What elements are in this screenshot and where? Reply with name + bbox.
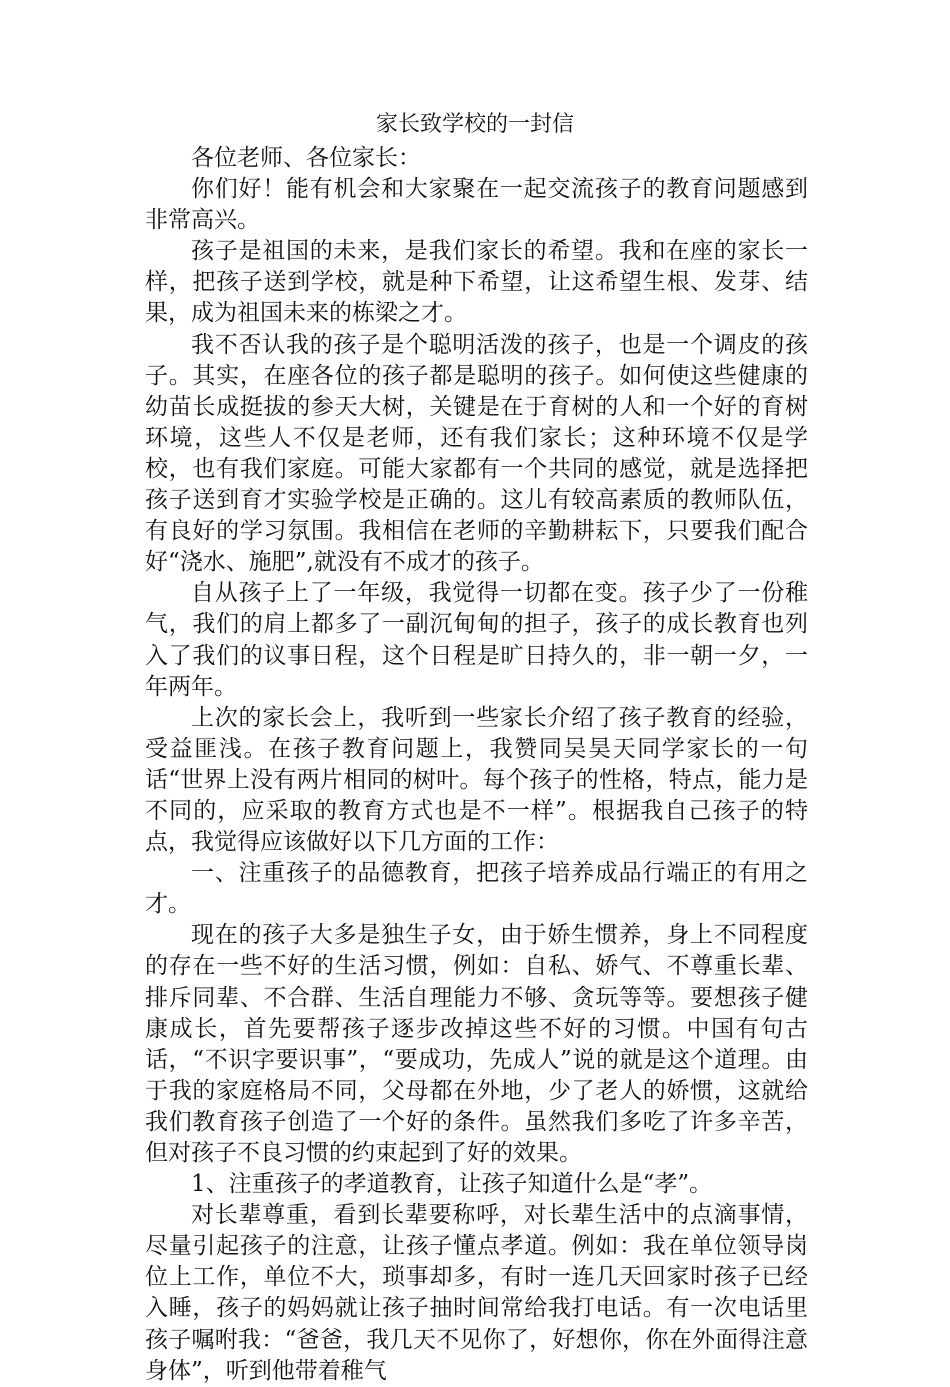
- document-body: [145, 143, 808, 1387]
- paragraph-parent-meeting: 上次的家长会上，我听到一些家长介绍了孩子教育的经验，受益匪浅。在孩子教育问题上，我赞同吴昊天同学家长的一句话“世界上没有两片相同的树叶。每个孩子的性格，特点，能力是不同的，应采取的教育方式也是不一样”。根据我自己孩子的特点，我觉得应该做好以下几方面的工作：: [145, 704, 808, 856]
- paragraph-smart-child: 我不否认我的孩子是个聪明活泼的孩子，也是一个调皮的孩子。其实，在座各位的孩子都是聪明的孩子。如何使这些健康的幼苗长成挺拔的参天大树，关键是在于育树的人和一个好的育树环境，这些人不仅是老师，还有我们家长；这种环境不仅是学校，也有我们家庭。可能大家都有一个共同的感觉，就是选择把孩子送到育才实验学校是正确的。这儿有较高素质的教师队伍，有良好的学习氛围。我相信在老师的辛勤耕耘下，只要我们配合好“浇水、施肥”,就没有不成才的孩子。: [145, 331, 808, 576]
- document-title: 家长致学校的一封信: [375, 112, 574, 137]
- paragraph-first-grade: 自从孩子上了一年级，我觉得一切都在变。孩子少了一份稚气，我们的肩上都多了一副沉甸甸的担子，孩子的成长教育也列入了我们的议事日程，这个日程是旷日持久的，非一朝一夕，一年两年。: [145, 580, 808, 700]
- paragraph-filial-heading: 1、注重孩子的孝道教育，让孩子知道什么是“孝”。: [191, 1171, 713, 1198]
- paragraph-salutation: 各位老师、各位家长：: [191, 145, 421, 171]
- paragraph-habits: 现在的孩子大多是独生子女，由于娇生惯养，身上不同程度的存在一些不好的生活习惯，例如：自私、娇气、不尊重长辈、排斥同辈、不合群、生活自理能力不够、贪玩等等。要想孩子健康成长，首先要帮孩子逐步改掉这些不好的习惯。中国有句古话，“不识字要识事”，“要成功，先成人”说的就是这个道理。由于我的家庭格局不同，父母都在外地，少了老人的娇惯，这就给我们教育孩子创造了一个好的条件。虽然我们多吃了许多辛苦，但对孩子不良习惯的约束起到了好的效果。: [145, 922, 808, 1166]
- paragraph-future: 孩子是祖国的未来，是我们家长的希望。我和在座的家长一样，把孩子送到学校，就是种下希望，让这希望生根、发芽、结果，成为祖国未来的栋梁之才。: [145, 238, 808, 327]
- paragraph-greeting: 你们好！能有机会和大家聚在一起交流孩子的教育问题感到非常高兴。: [145, 176, 808, 234]
- paragraph-heading-one: 一、注重孩子的品德教育，把孩子培养成品行端正的有用之才。: [145, 860, 808, 918]
- paragraph-filial-example: 对长辈尊重，看到长辈要称呼，对长辈生活中的点滴事情，尽量引起孩子的注意，让孩子懂点孝道。例如：我在单位领导岗位上工作，单位不大，琐事却多，有时一连几天回家时孩子已经入睡，孩子的妈妈就让孩子抽时间常给我打电话。有一次电话里孩子嘱咐我：“爸爸，我几天不见你了，好想你，你在外面得注意身体”，听到他带着稚气: [145, 1202, 808, 1384]
